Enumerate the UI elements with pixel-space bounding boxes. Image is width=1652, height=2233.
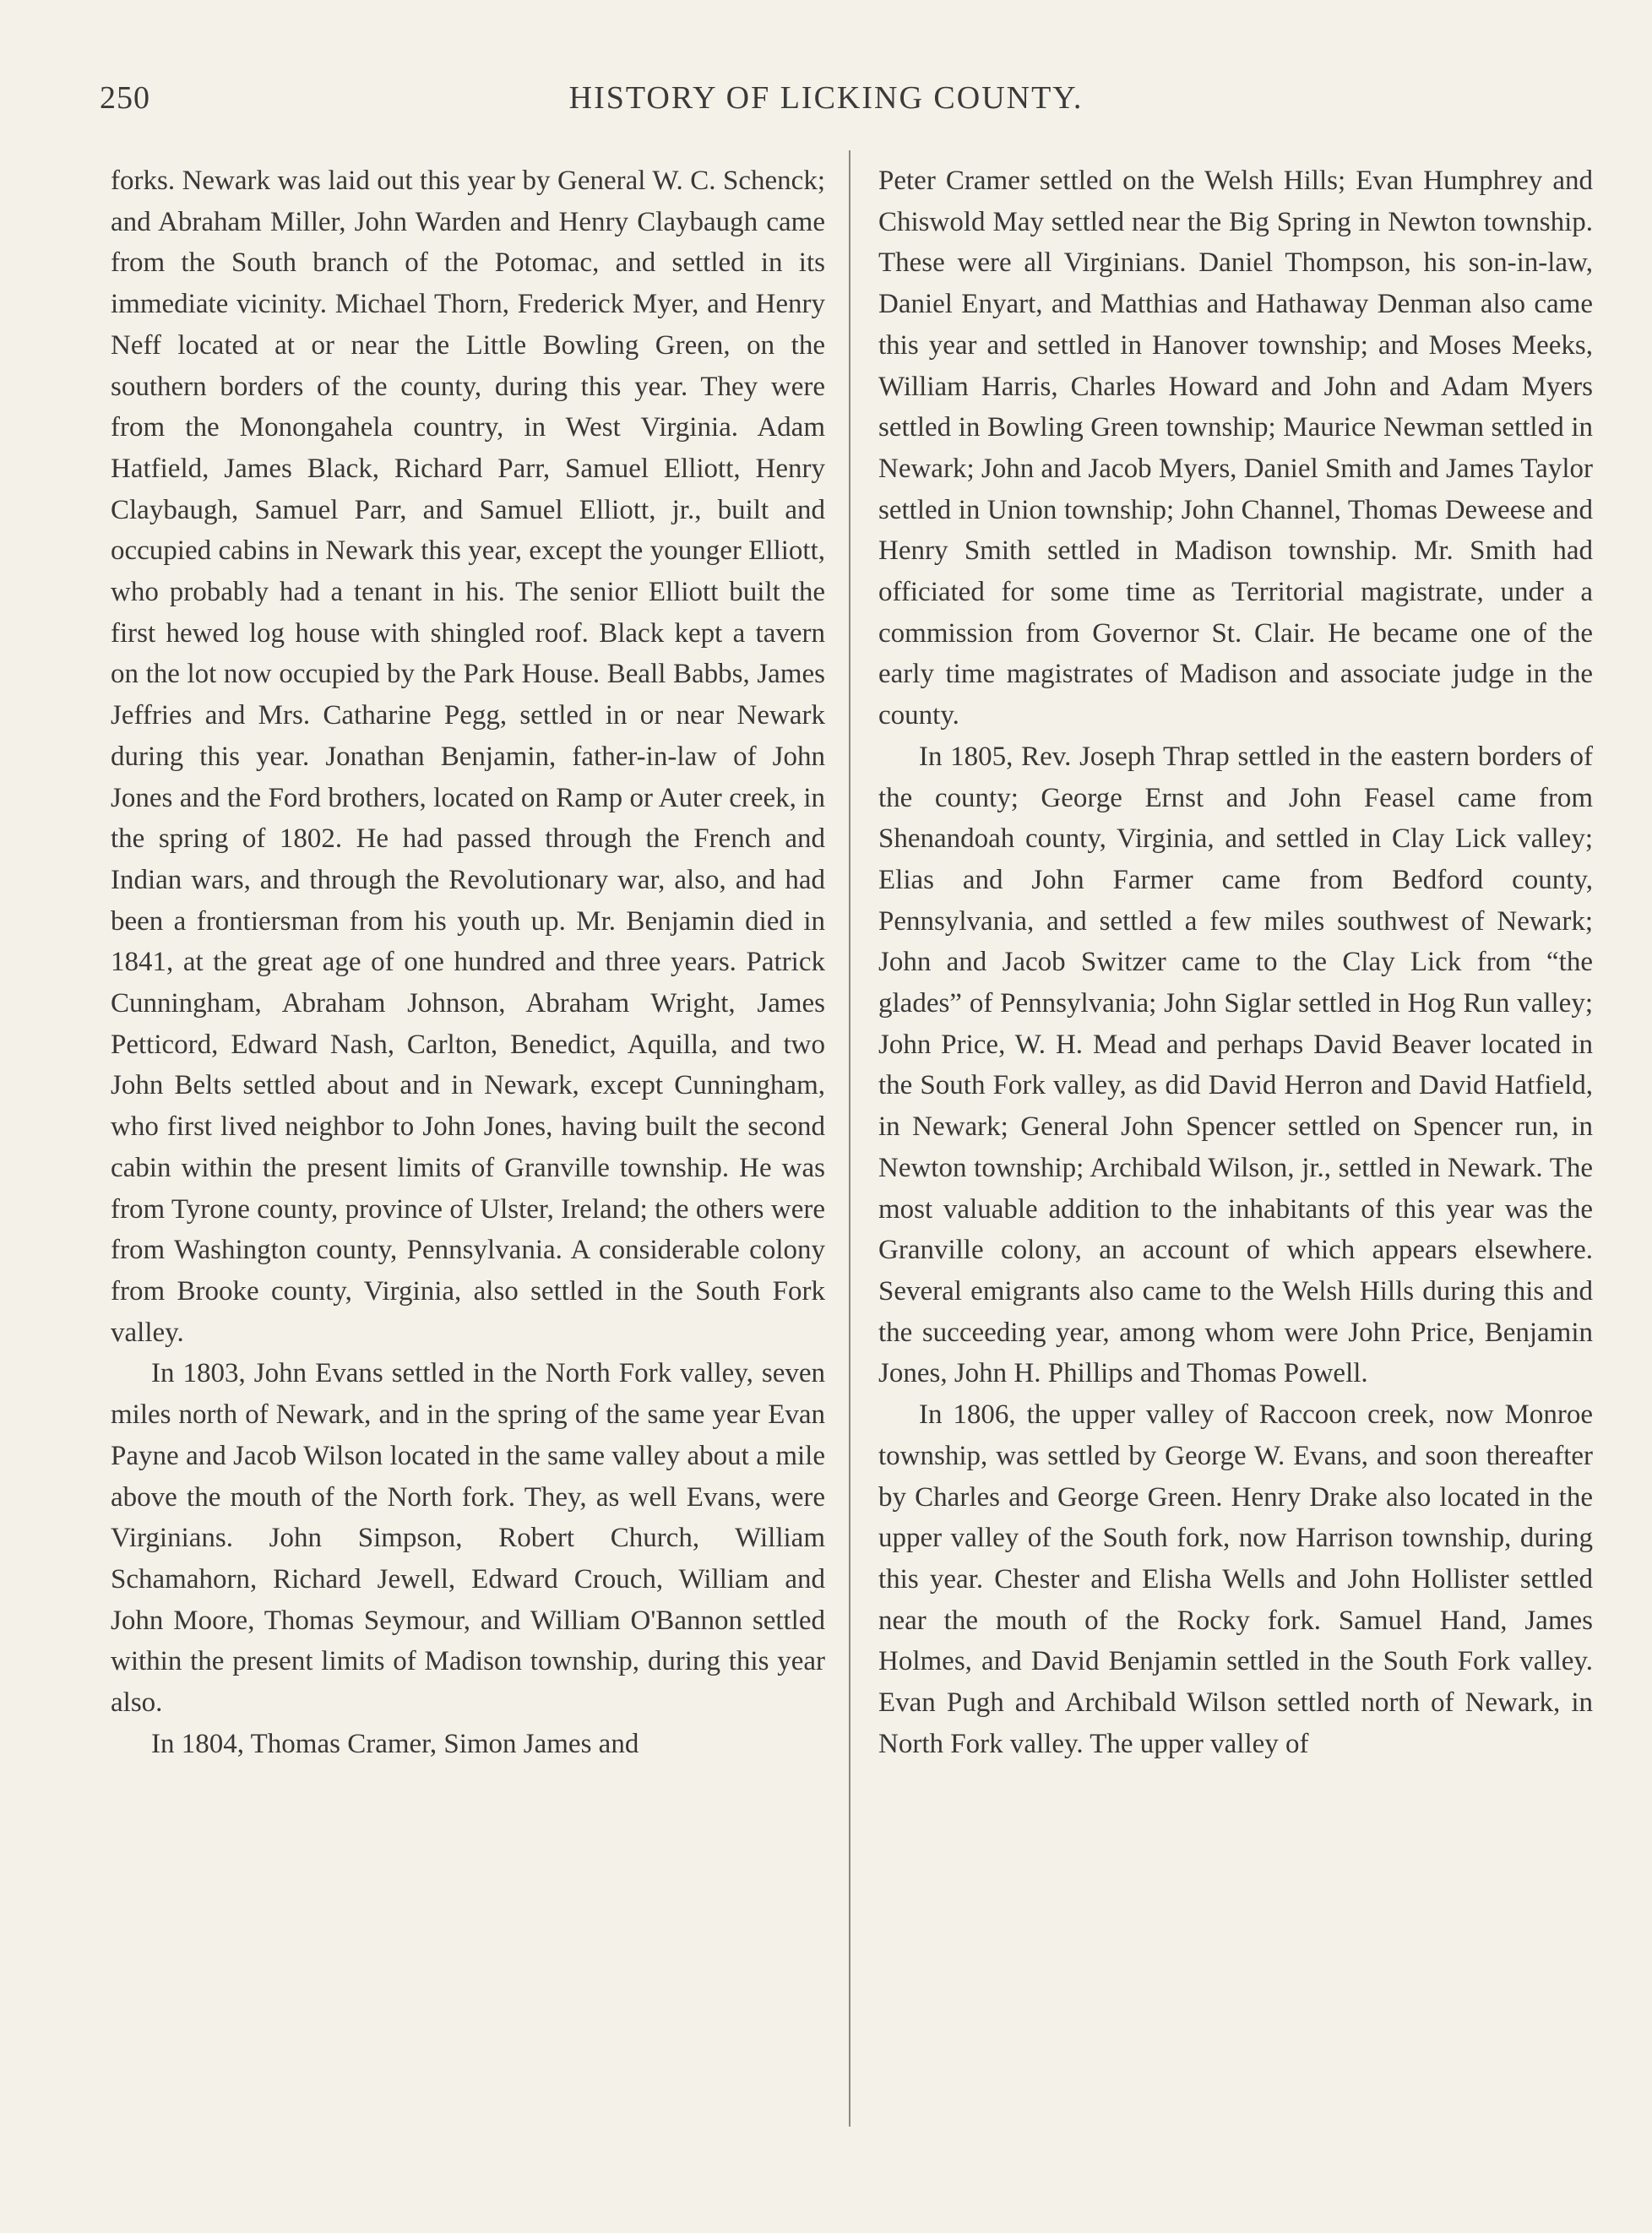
- running-title: HISTORY OF LICKING COUNTY.: [568, 80, 1084, 116]
- paragraph: In 1806, the upper valley of Raccoon creek, now Monroe township, was settled by George W. Evans, and soon thereafter by Charles and George Green. Henry Drake also located in the upper valley of the South fork, now Harrison township, during this year. Chester and Elisha Wells and John Hollister settled near the mouth of the Rocky fork. Samuel Hand, James Holmes, and David Benjamin settled in the South Fork valley. Evan Pugh and Archibald Wilson settled north of Newark, in North Fork valley. The upper valley of: [878, 1399, 1593, 1759]
- left-column: [111, 160, 825, 2154]
- page-number: 250: [100, 80, 150, 116]
- column-divider: [849, 150, 850, 2127]
- paragraph: In 1805, Rev. Joseph Thrap settled in the eastern borders of the county; George Ernst and John Feasel came from Shenandoah county, Virginia, and settled in Clay Lick valley; Elias and John Farmer came from Bedford county, Pennsylvania, and settled a few miles southwest of Newark; John and Jacob Switzer came to the Clay Lick from “the glades” of Pennsylvania; John Siglar settled in Hog Run valley; John Price, W. H. Mead and perhaps David Beaver located in the South Fork valley, as did David Herron and David Hatfield, in Newark; General John Spencer settled on Spencer run, in Newton township; Archibald Wilson, jr., settled in Newark. The most valuable addition to the inhabitants of this year was the Granville colony, an account of which appears elsewhere. Several emigrants also came to the Welsh Hills during this and the succeeding year, among whom were John Price, Benjamin Jones, John H. Phillips and Thomas Powell.: [878, 741, 1593, 1389]
- paragraph: forks. Newark was laid out this year by General W. C. Schenck; and Abraham Miller, John Warden and Henry Claybaugh came from the South branch of the Potomac, and settled in its immediate vicinity. Michael Thorn, Frederick Myer, and Henry Neff located at or near the Little Bowling Green, on the southern borders of the county, during this year. They were from the Monongahela country, in West Virginia. Adam Hatfield, James Black, Richard Parr, Samuel Elliott, Henry Claybaugh, Samuel Parr, and Samuel Elliott, jr., built and occupied cabins in Newark this year, except the younger Elliott, who probably had a tenant in his. The senior Elliott built the first hewed log house with shingled roof. Black kept a tavern on the lot now occupied by the Park House. Beall Babbs, James Jeffries and Mrs. Catharine Pegg, settled in or near Newark during this year. Jonathan Benjamin, father-in-law of John Jones and the Ford brothers, located on Ramp or Auter creek, in the spring of 1802. He had passed through the French and Indian wars, and through the Revolutionary war, also, and had been a frontiersman from his youth up. Mr. Benjamin died in 1841, at the great age of one hundred and three years. Patrick Cunningham, Abraham Johnson, Abraham Wright, James Petticord, Edward Nash, Carlton, Benedict, Aquilla, and two John Belts settled about and in Newark, except Cunningham, who first lived neighbor to John Jones, having built the second cabin within the present limits of Granville township. He was from Tyrone county, province of Ulster, Ireland; the others were from Washington county, Pennsylvania. A considerable colony from Brooke county, Virginia, also settled in the South Fork valley.: [111, 166, 825, 1348]
- right-column: [878, 160, 1593, 2154]
- paragraph: In 1803, John Evans settled in the North Fork valley, seven miles north of Newark, and in the spring of the same year Evan Payne and Jacob Wilson located in the same valley about a mile above the mouth of the North fork. They, as well Evans, were Virginians. John Simpson, Robert Church, William Schamahorn, Richard Jewell, Edward Crouch, William and John Moore, Thomas Seymour, and William O'Bannon settled within the present limits of Madison township, during this year also.: [111, 1358, 825, 1719]
- paragraph: In 1804, Thomas Cramer, Simon James and: [151, 1728, 639, 1759]
- paragraph: Peter Cramer settled on the Welsh Hills; Evan Humphrey and Chiswold May settled near the Big Spring in Newton township. These were all Virginians. Daniel Thompson, his son-in-law, Daniel Enyart, and Matthias and Hathaway Denman also came this year and settled in Hanover township; and Moses Meeks, William Harris, Charles Howard and John and Adam Myers settled in Bowling Green township; Maurice Newman settled in Newark; John and Jacob Myers, Daniel Smith and James Taylor settled in Union township; John Channel, Thomas Deweese and Henry Smith settled in Madison township. Mr. Smith had officiated for some time as Territorial magistrate, under a commission from Governor St. Clair. He became one of the early time magistrates of Madison and associate judge in the county.: [878, 166, 1593, 731]
